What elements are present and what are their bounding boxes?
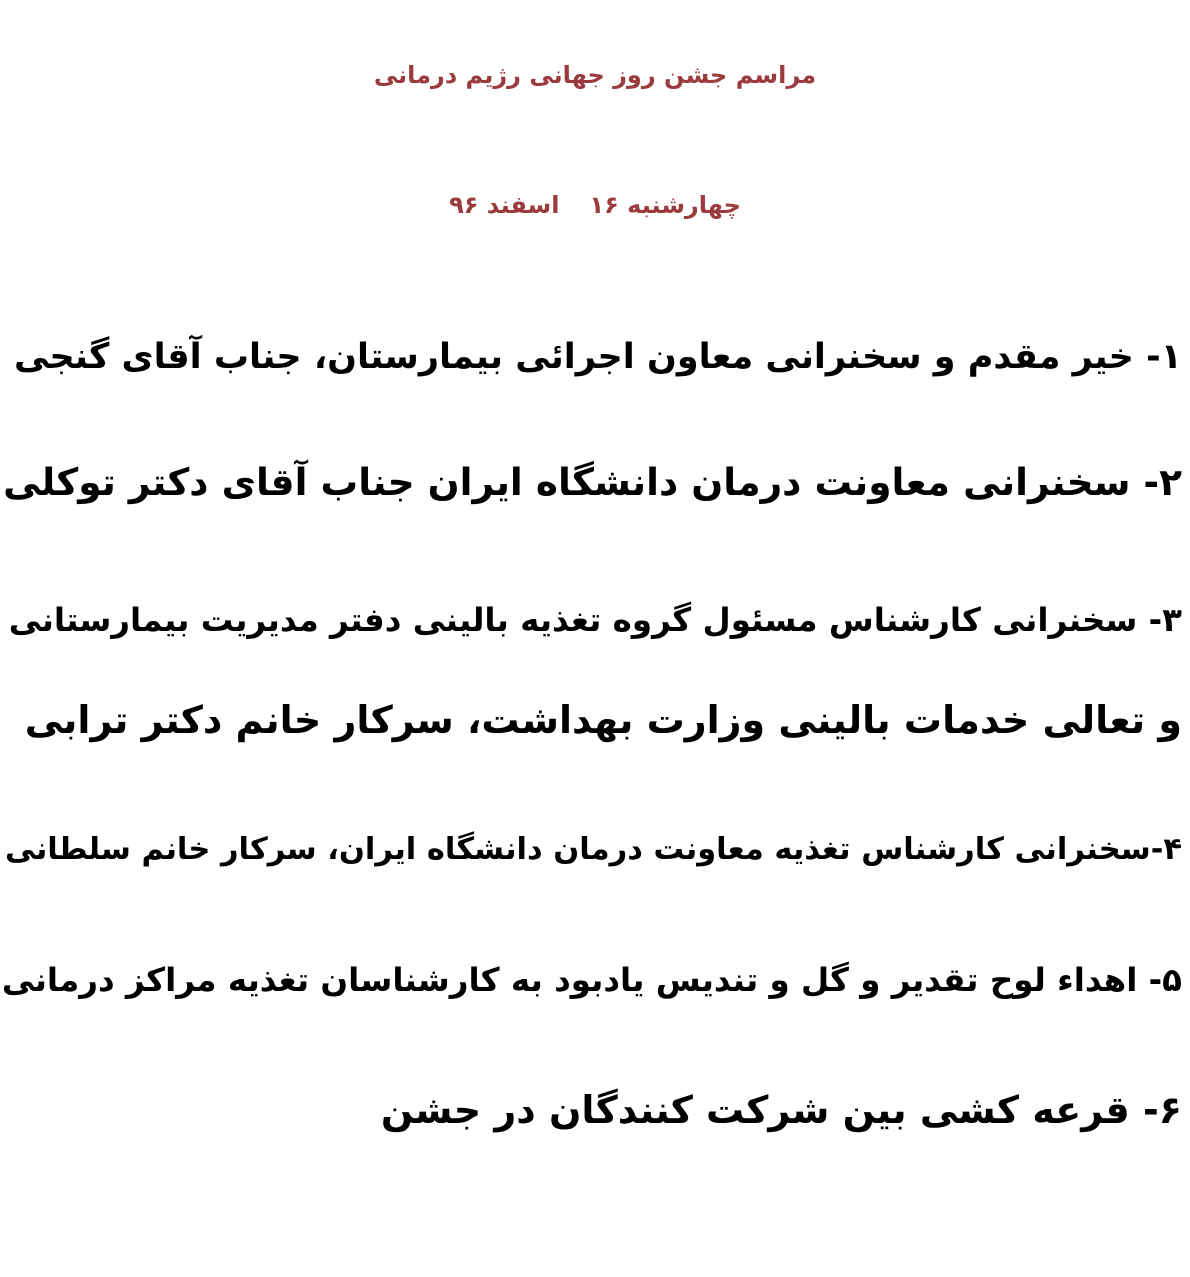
agenda-item-6: ۶- قرعه کشی بین شرکت کنندگان در جشن (380, 1088, 1182, 1132)
ceremony-title: مراسم جشن روز جهانی رژیم درمانی (373, 61, 817, 89)
ceremony-date (0, 165, 1190, 245)
agenda-item-3-line-1: ۳- سخنرانی کارشناس مسئول گروه تغذیه بالینی دفتر مدیریت بیمارستانی (8, 601, 1182, 639)
agenda-item-1: ۱- خیر مقدم و سخنرانی معاون اجرائی بیمارستان، جناب آقای گنجی (14, 337, 1182, 377)
date-weekday: چهارشنبه (627, 191, 741, 219)
date-day: ۱۶ (589, 191, 619, 219)
agenda-item-3-line-2: و تعالی خدمات بالینی وزارت بهداشت، سرکار خانم دکتر ترابی (24, 698, 1182, 742)
agenda-item-5: ۵- اهداء لوح تقدیر و گل و تندیس یادبود به کارشناسان تغذیه مراکز درمانی (1, 961, 1182, 999)
date-month-year: اسفند ۹۶ (449, 191, 560, 219)
agenda-item-2: ۲- سخنرانی معاونت درمان دانشگاه ایران جناب آقای دکتر توکلی (3, 460, 1182, 504)
agenda-item-4: ۴-سخنرانی کارشناس تغذیه معاونت درمان دانشگاه ایران، سرکار خانم سلطانی (5, 832, 1182, 867)
